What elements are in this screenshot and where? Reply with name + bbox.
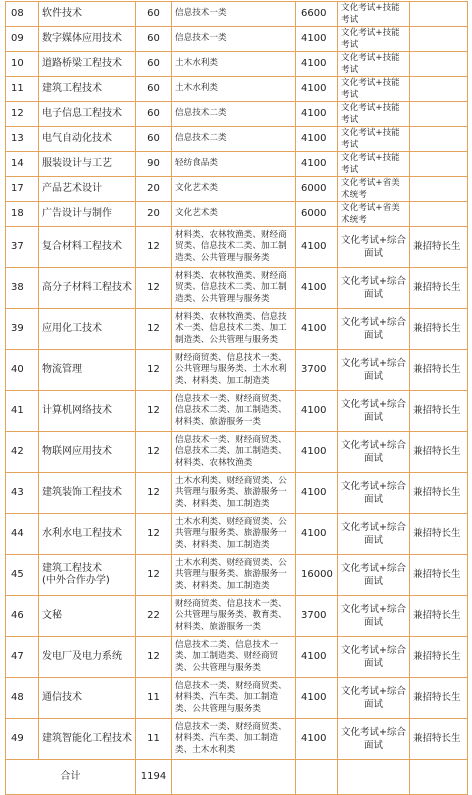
table-row: [6, 350, 468, 391]
category-cell: 土木水利类、财经商贸类、公共管理与服务类、旅游服务一类、材料类、加工制造类: [172, 555, 296, 596]
note-cell: 兼招特长生: [410, 350, 468, 391]
major-name-cell: 建筑工程技术 (中外合作办学): [39, 555, 136, 596]
row-number-cell: 38: [6, 268, 39, 309]
exam-method-cell: 文化考试+综合面试: [338, 596, 410, 637]
table-row: [6, 719, 468, 760]
row-number-cell: 40: [6, 350, 39, 391]
major-name-cell: 复合材料工程技术: [39, 227, 136, 268]
tuition-fee-cell: 4100: [296, 77, 338, 102]
empty-cell: [410, 760, 468, 795]
table-row: [6, 127, 468, 152]
exam-method-cell: 文化考试+省美术统考: [338, 202, 410, 227]
category-cell: 材料类、农林牧渔类、信息技术一类、信息技术二类、加工制造类、公共管理与服务类: [172, 309, 296, 350]
empty-cell: [338, 760, 410, 795]
note-cell: 兼招特长生: [410, 678, 468, 719]
table-row: [6, 177, 468, 202]
tuition-fee-cell: 4100: [296, 514, 338, 555]
note-cell: 兼招特长生: [410, 268, 468, 309]
plan-count-cell: 12: [136, 637, 172, 678]
exam-method-cell: 文化考试+技能考试: [338, 77, 410, 102]
table-row: [6, 52, 468, 77]
plan-count-cell: 60: [136, 52, 172, 77]
note-cell: 兼招特长生: [410, 227, 468, 268]
table-row: [6, 678, 468, 719]
plan-count-cell: 20: [136, 202, 172, 227]
exam-method-cell: 文化考试+技能考试: [338, 52, 410, 77]
major-name-cell: 产品艺术设计: [39, 177, 136, 202]
category-cell: 土木水利类: [172, 52, 296, 77]
plan-count-cell: 60: [136, 2, 172, 27]
exam-method-cell: 文化考试+综合面试: [338, 268, 410, 309]
table-row: [6, 152, 468, 177]
major-name-cell: 物联网应用技术: [39, 432, 136, 473]
row-number-cell: 18: [6, 202, 39, 227]
plan-count-cell: 60: [136, 27, 172, 52]
empty-cell: [172, 760, 296, 795]
major-name-cell: 电子信息工程技术: [39, 102, 136, 127]
exam-method-cell: 文化考试+技能考试: [338, 127, 410, 152]
note-cell: [410, 152, 468, 177]
category-cell: 财经商贸类、信息技术一类、公共管理与服务类、教育类、材料类、旅游服务一类: [172, 596, 296, 637]
table-row: [6, 2, 468, 27]
major-name-cell: 文秘: [39, 596, 136, 637]
note-cell: [410, 177, 468, 202]
plan-count-cell: 12: [136, 309, 172, 350]
plan-count-cell: 12: [136, 432, 172, 473]
major-name-cell: 服装设计与工艺: [39, 152, 136, 177]
row-number-cell: 41: [6, 391, 39, 432]
exam-method-cell: 文化考试+综合面试: [338, 391, 410, 432]
category-cell: 轻纺食品类: [172, 152, 296, 177]
tuition-fee-cell: 6000: [296, 177, 338, 202]
category-cell: 信息技术一类、财经商贸类、信息技术二类、加工制造类、材料类、旅游服务一类: [172, 391, 296, 432]
major-name-cell: 数字媒体应用技术: [39, 27, 136, 52]
plan-count-cell: 11: [136, 678, 172, 719]
note-cell: 兼招特长生: [410, 391, 468, 432]
exam-method-cell: 文化考试+技能考试: [338, 152, 410, 177]
note-cell: 兼招特长生: [410, 637, 468, 678]
major-name-cell: 水利水电工程技术: [39, 514, 136, 555]
note-cell: 兼招特长生: [410, 719, 468, 760]
major-name-cell: 软件技术: [39, 2, 136, 27]
note-cell: [410, 77, 468, 102]
plan-count-cell: 60: [136, 102, 172, 127]
table-row: [6, 596, 468, 637]
plan-count-cell: 22: [136, 596, 172, 637]
note-cell: 兼招特长生: [410, 514, 468, 555]
tuition-fee-cell: 6600: [296, 2, 338, 27]
total-label: 合计: [6, 760, 136, 795]
exam-method-cell: 文化考试+综合面试: [338, 637, 410, 678]
category-cell: 土木水利类、财经商贸类、公共管理与服务类、旅游服务一类、材料类、加工制造类: [172, 473, 296, 514]
row-number-cell: 42: [6, 432, 39, 473]
tuition-fee-cell: 3700: [296, 350, 338, 391]
note-cell: 兼招特长生: [410, 309, 468, 350]
table-row: [6, 202, 468, 227]
note-cell: [410, 127, 468, 152]
row-number-cell: 47: [6, 637, 39, 678]
category-cell: 文化艺术类: [172, 202, 296, 227]
row-number-cell: 12: [6, 102, 39, 127]
plan-count-cell: 11: [136, 719, 172, 760]
tuition-fee-cell: 4100: [296, 152, 338, 177]
table-row: [6, 268, 468, 309]
exam-method-cell: 文化考试+综合面试: [338, 309, 410, 350]
plan-count-cell: 12: [136, 268, 172, 309]
tuition-fee-cell: 4100: [296, 268, 338, 309]
table-row: [6, 432, 468, 473]
table-row: [6, 555, 468, 596]
category-cell: 信息技术一类、财经商贸类、信息技术二类、加工制造类、材料类、农林牧渔类: [172, 432, 296, 473]
category-cell: 信息技术二类、信息技术一类、加工制造类、财经商贸类、公共管理与服务类: [172, 637, 296, 678]
note-cell: 兼招特长生: [410, 555, 468, 596]
major-name-cell: 物流管理: [39, 350, 136, 391]
table-row: [6, 27, 468, 52]
category-cell: 财经商贸类、信息技术一类、公共管理与服务类、土木水利类、材料类、加工制造类: [172, 350, 296, 391]
major-name-cell: 计算机网络技术: [39, 391, 136, 432]
table-row: [6, 391, 468, 432]
category-cell: 信息技术一类: [172, 27, 296, 52]
tuition-fee-cell: 4100: [296, 102, 338, 127]
table-row: [6, 77, 468, 102]
row-number-cell: 08: [6, 2, 39, 27]
row-number-cell: 43: [6, 473, 39, 514]
exam-method-cell: 文化考试+技能考试: [338, 102, 410, 127]
table-row: [6, 637, 468, 678]
exam-method-cell: 文化考试+技能考试: [338, 2, 410, 27]
row-number-cell: 37: [6, 227, 39, 268]
row-number-cell: 10: [6, 52, 39, 77]
major-name-cell: 建筑工程技术: [39, 77, 136, 102]
major-name-cell: 建筑装饰工程技术: [39, 473, 136, 514]
major-name-cell: 电气自动化技术: [39, 127, 136, 152]
table-row: [6, 473, 468, 514]
plan-count-cell: 12: [136, 350, 172, 391]
tuition-fee-cell: 4100: [296, 52, 338, 77]
exam-method-cell: 文化考试+综合面试: [338, 719, 410, 760]
category-cell: 信息技术一类、财经商贸类、材料类、汽车类、加工制造类、土木水利类: [172, 719, 296, 760]
category-cell: 信息技术二类: [172, 127, 296, 152]
tuition-fee-cell: 4100: [296, 127, 338, 152]
table-row: [6, 309, 468, 350]
tuition-fee-cell: 6000: [296, 202, 338, 227]
tuition-fee-cell: 4100: [296, 309, 338, 350]
category-cell: 信息技术二类: [172, 102, 296, 127]
row-number-cell: 48: [6, 678, 39, 719]
plan-count-cell: 60: [136, 127, 172, 152]
tuition-fee-cell: 4100: [296, 432, 338, 473]
row-number-cell: 39: [6, 309, 39, 350]
tuition-fee-cell: 4100: [296, 719, 338, 760]
row-number-cell: 17: [6, 177, 39, 202]
table-body: [6, 2, 468, 795]
tuition-fee-cell: 16000: [296, 555, 338, 596]
exam-method-cell: 文化考试+综合面试: [338, 555, 410, 596]
exam-method-cell: 文化考试+综合面试: [338, 473, 410, 514]
plan-count-cell: 12: [136, 391, 172, 432]
row-number-cell: 09: [6, 27, 39, 52]
note-cell: [410, 202, 468, 227]
major-name-cell: 应用化工技术: [39, 309, 136, 350]
tuition-fee-cell: 4100: [296, 637, 338, 678]
exam-method-cell: 文化考试+综合面试: [338, 514, 410, 555]
major-name-cell: 高分子材料工程技术: [39, 268, 136, 309]
category-cell: 信息技术一类: [172, 2, 296, 27]
row-number-cell: 45: [6, 555, 39, 596]
note-cell: [410, 2, 468, 27]
tuition-fee-cell: 4100: [296, 227, 338, 268]
category-cell: 材料类、农林牧渔类、财经商贸类、信息技术二类、加工制造类、公共管理与服务类: [172, 268, 296, 309]
note-cell: [410, 27, 468, 52]
plan-count-cell: 12: [136, 555, 172, 596]
exam-method-cell: 文化考试+综合面试: [338, 432, 410, 473]
note-cell: 兼招特长生: [410, 596, 468, 637]
tuition-fee-cell: 4100: [296, 473, 338, 514]
category-cell: 文化艺术类: [172, 177, 296, 202]
plan-count-cell: 20: [136, 177, 172, 202]
tuition-fee-cell: 3700: [296, 596, 338, 637]
major-name-cell: 通信技术: [39, 678, 136, 719]
exam-method-cell: 文化考试+省美术统考: [338, 177, 410, 202]
row-number-cell: 44: [6, 514, 39, 555]
tuition-fee-cell: 4100: [296, 391, 338, 432]
enrollment-table: [5, 1, 468, 795]
tuition-fee-cell: 4100: [296, 27, 338, 52]
table-row: [6, 514, 468, 555]
exam-method-cell: 文化考试+综合面试: [338, 350, 410, 391]
tuition-fee-cell: 4100: [296, 678, 338, 719]
table-row: [6, 102, 468, 127]
exam-method-cell: 文化考试+综合面试: [338, 227, 410, 268]
plan-count-cell: 60: [136, 77, 172, 102]
table-row: [6, 227, 468, 268]
category-cell: 土木水利类、财经商贸类、公共管理与服务类、旅游服务一类、材料类、加工制造类: [172, 514, 296, 555]
note-cell: 兼招特长生: [410, 432, 468, 473]
major-name-cell: 建筑智能化工程技术: [39, 719, 136, 760]
major-name-cell: 道路桥梁工程技术: [39, 52, 136, 77]
plan-count-cell: 12: [136, 473, 172, 514]
exam-method-cell: 文化考试+综合面试: [338, 678, 410, 719]
plan-count-cell: 12: [136, 514, 172, 555]
category-cell: 材料类、农林牧渔类、财经商贸类、信息技术二类、加工制造类、公共管理与服务类: [172, 227, 296, 268]
row-number-cell: 13: [6, 127, 39, 152]
major-name-cell: 发电厂及电力系统: [39, 637, 136, 678]
row-number-cell: 11: [6, 77, 39, 102]
row-number-cell: 14: [6, 152, 39, 177]
category-cell: 信息技术一类、财经商贸类、材料类、汽车类、加工制造类、公共管理与服务类: [172, 678, 296, 719]
major-name-cell: 广告设计与制作: [39, 202, 136, 227]
note-cell: [410, 102, 468, 127]
total-plan: 1194: [136, 760, 172, 795]
empty-cell: [296, 760, 338, 795]
category-cell: 土木水利类: [172, 77, 296, 102]
exam-method-cell: 文化考试+技能考试: [338, 27, 410, 52]
total-row: [6, 760, 468, 795]
note-cell: 兼招特长生: [410, 473, 468, 514]
plan-count-cell: 12: [136, 227, 172, 268]
note-cell: [410, 52, 468, 77]
plan-count-cell: 90: [136, 152, 172, 177]
row-number-cell: 46: [6, 596, 39, 637]
row-number-cell: 49: [6, 719, 39, 760]
